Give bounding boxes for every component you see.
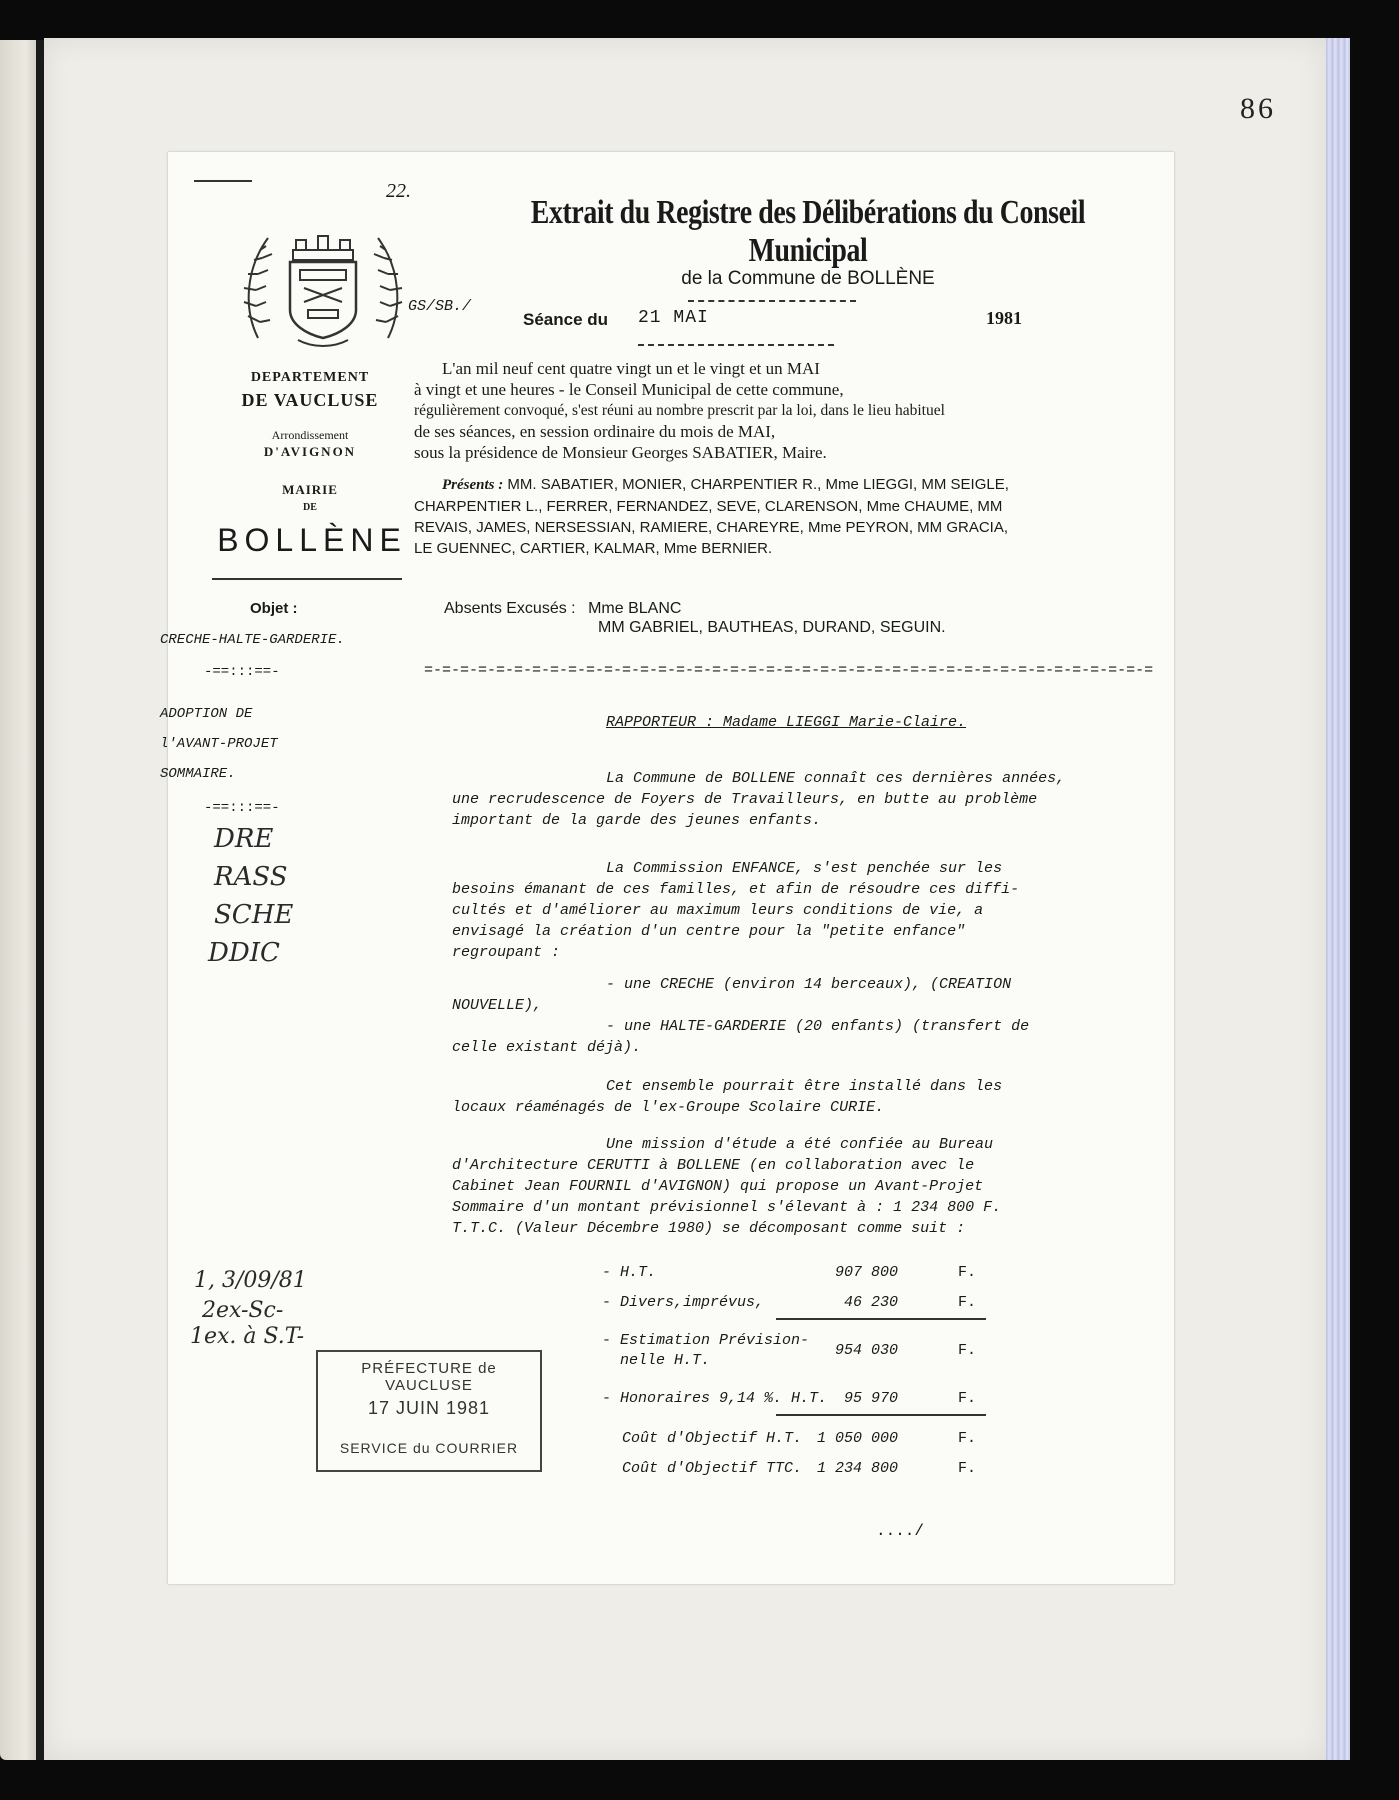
body-line: important de la garde des jeunes enfants. — [452, 812, 822, 829]
body-line: d'Architecture CERUTTI à BOLLENE (en collaboration avec le — [452, 1157, 975, 1174]
stamp-line-1: PRÉFECTURE de VAUCLUSE — [361, 1360, 497, 1394]
town-rule — [212, 578, 402, 580]
arrondissement-label: Arrondissement — [271, 428, 349, 442]
absents-line-2: MM GABRIEL, BAUTHEAS, DURAND, SEGUIN. — [598, 619, 946, 636]
body-line: celle existant déjà). — [452, 1039, 642, 1056]
handwritten-initial-1: DRE — [214, 824, 274, 854]
cost-label-objectif-ht: Coût d'Objectif H.T. — [622, 1430, 803, 1447]
presents-line: CHARPENTIER L., FERRER, FERNANDEZ, SEVE, CLARENSON, Mme CHAUME, MM — [414, 498, 1003, 515]
cost-label-estimation: - Estimation Prévision- — [602, 1332, 810, 1349]
objet-separator: -==:::==- — [204, 664, 280, 680]
objet-subject: CRECHE-HALTE-GARDERIE. — [160, 632, 345, 648]
top-rule — [194, 180, 252, 182]
cost-value-estimation: 954 030 — [834, 1342, 898, 1359]
absents-label: Absents Excusés : — [444, 600, 576, 617]
body-line: La Commission ENFANCE, s'est penchée sur les — [606, 860, 1003, 877]
absents-line-1: Mme BLANC — [588, 600, 682, 617]
adoption-line-2: l'AVANT-PROJET — [160, 736, 278, 752]
presents-block — [414, 474, 1134, 559]
body-line: - une HALTE-GARDERIE (20 enfants) (transfert de — [606, 1018, 1030, 1035]
intro-line: à vingt et une heures - le Conseil Municipal de cette commune, — [414, 380, 844, 399]
presents-line: REVAIS, JAMES, NERSESSIAN, RAMIERE, CHAREYRE, Mme PEYRON, MM GRACIA, — [414, 519, 1008, 536]
seance-year: 1981 — [986, 308, 1022, 328]
presents-line: MM. SABATIER, MONIER, CHARPENTIER R., Mme LIEGGI, MM SEIGLE, — [507, 476, 1009, 493]
adoption-separator: -==:::==- — [204, 800, 280, 816]
cost-unit: F. — [958, 1460, 977, 1477]
intro-line: L'an mil neuf cent quatre vingt un et le vingt et un MAI — [442, 359, 820, 378]
document-subtitle: de la Commune de BOLLÈNE — [681, 268, 935, 289]
cost-unit: F. — [958, 1264, 977, 1281]
body-line: La Commune de BOLLENE connaît ces dernières années, — [606, 770, 1066, 787]
cost-unit: F. — [958, 1390, 977, 1407]
body-paragraph-1 — [452, 768, 1152, 831]
cost-label-honoraires: - Honoraires 9,14 %. H.T. — [602, 1390, 828, 1407]
adoption-line-3: SOMMAIRE. — [160, 766, 236, 782]
seance-label: Séance du — [523, 310, 609, 329]
de-label: DE — [303, 502, 317, 513]
body-item-halte — [452, 1016, 1152, 1058]
handwritten-initial-4: DDIC — [208, 938, 280, 968]
cost-label-objectif-ttc: Coût d'Objectif TTC. — [622, 1460, 803, 1477]
bollene-crest-icon — [238, 218, 408, 352]
mairie-label: MAIRIE — [282, 482, 338, 497]
body-line: - une CRECHE (environ 14 berceaux), (CREATION — [606, 976, 1012, 993]
intro-line: sous la présidence de Monsieur Georges SABATIER, Maire. — [414, 443, 827, 462]
presents-line: LE GUENNEC, CARTIER, KALMAR, Mme BERNIER. — [414, 540, 773, 557]
handwritten-initial-3: SCHE — [214, 900, 294, 930]
cost-unit: F. — [958, 1430, 977, 1447]
department-name: DE VAUCLUSE — [241, 390, 379, 410]
seance-rule — [638, 344, 834, 346]
cost-label-ht: - H.T. — [602, 1264, 657, 1281]
body-line: NOUVELLE), — [452, 997, 543, 1014]
stamp-line-3: SERVICE du COURRIER — [339, 1440, 519, 1456]
intro-line: de ses séances, en session ordinaire du mois de MAI, — [414, 422, 776, 441]
cost-unit: F. — [958, 1294, 977, 1311]
cost-value-divers: 46 230 — [843, 1294, 898, 1311]
body-paragraph-2 — [452, 858, 1152, 963]
binder-gap — [36, 40, 44, 1760]
seance-date: 21 MAI — [638, 308, 709, 328]
arrondissement-name: D'AVIGNON — [263, 444, 357, 459]
absents-block — [444, 598, 681, 619]
presents-label: Présents : — [442, 477, 504, 493]
intro-paragraph — [414, 358, 1094, 463]
continuation-mark: ..../ — [876, 1522, 925, 1540]
body-line: une recrudescence de Foyers de Travailleurs, en butte au problème — [452, 791, 1038, 808]
handwritten-note-1: 1, 3/09/81 — [194, 1268, 307, 1293]
body-line: besoins émanant de ces familles, et afin de résoudre ces diffi- — [452, 881, 1020, 898]
body-line: Cet ensemble pourrait être installé dans les — [606, 1078, 1003, 1095]
body-line: regroupant : — [452, 944, 561, 961]
stamp-line-2: 17 JUIN 1981 — [367, 1398, 491, 1418]
margin-number: 22. — [386, 180, 411, 202]
sum-rule — [776, 1414, 986, 1416]
body-line: T.T.C. (Valeur Décembre 1980) se décomposant comme suit : — [452, 1220, 966, 1237]
rapporteur: RAPPORTEUR : Madame LIEGGI Marie-Claire. — [606, 714, 967, 731]
body-line: envisagé la création d'un centre pour la "petite enfance" — [452, 923, 966, 940]
handwritten-note-2: 2ex-Sc- — [202, 1298, 284, 1323]
adoption-line-1: ADOPTION DE — [160, 706, 253, 722]
cost-value-objectif-ht: 1 050 000 — [816, 1430, 898, 1447]
reference-code: GS/SB./ — [408, 298, 472, 315]
body-line: Sommaire d'un montant prévisionnel s'élevant à : 1 234 800 F. — [452, 1199, 1002, 1216]
handwritten-note-3: 1ex. à S.T- — [190, 1324, 305, 1349]
page-stack-edge — [1326, 38, 1350, 1760]
body-paragraph-4 — [452, 1134, 1152, 1239]
body-line: Cabinet Jean FOURNIL d'AVIGNON) qui propose un Avant-Projet — [452, 1178, 984, 1195]
cost-label-divers: - Divers,imprévus, — [602, 1294, 765, 1311]
objet-label: Objet : — [250, 600, 298, 617]
town-name: BOLLÈNE — [217, 522, 407, 558]
cost-unit: F. — [958, 1342, 977, 1359]
cost-value-honoraires: 95 970 — [843, 1390, 898, 1407]
handwritten-initial-2: RASS — [214, 862, 288, 892]
document-title: Extrait du Registre des Délibérations du Conseil Municipal — [530, 194, 1086, 269]
body-paragraph-3 — [452, 1076, 1152, 1118]
department-label: DEPARTEMENT — [250, 370, 370, 385]
cost-value-objectif-ttc: 1 234 800 — [816, 1460, 898, 1477]
body-line: locaux réaménagés de l'ex-Groupe Scolaire CURIE. — [452, 1099, 885, 1116]
body-item-creche — [452, 974, 1152, 1016]
intro-line: régulièrement convoqué, s'est réuni au nombre prescrit par la loi, dans le lieu habituel — [414, 402, 945, 419]
body-line: Une mission d'étude a été confiée au Bureau — [606, 1136, 994, 1153]
subtitle-rule — [688, 300, 856, 302]
cost-value-ht: 907 800 — [834, 1264, 898, 1281]
section-separator: =-=-=-=-=-=-=-=-=-=-=-=-=-=-=-=-=-=-=-=-=-=-=-=-=-=-=-=-=-=-=-=-=-=-=-=-=-=-=-=-= — [424, 662, 1154, 679]
prefecture-stamp — [316, 1350, 542, 1472]
deliberation-sheet — [160, 152, 1174, 1584]
sum-rule — [776, 1318, 986, 1320]
body-line: cultés et d'améliorer au maximum leurs conditions de vie, a — [452, 902, 984, 919]
folio-number: 86 — [1240, 92, 1276, 125]
cost-label-estimation-2: nelle H.T. — [620, 1352, 711, 1369]
